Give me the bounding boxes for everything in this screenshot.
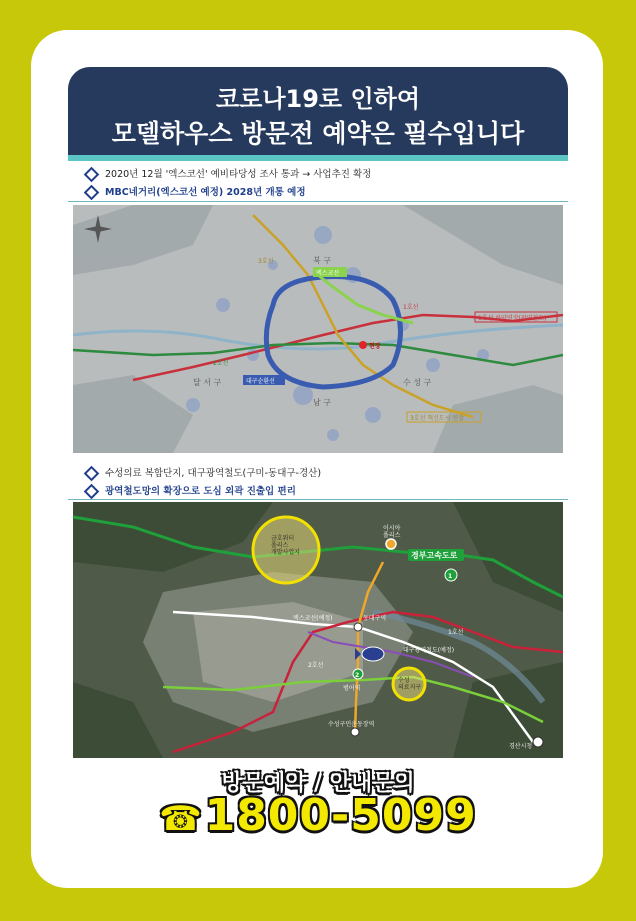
diamond-bullet-icon: [84, 484, 100, 500]
bullet-rail-expansion: 광역철도망의 확장으로 도심 외곽 진출입 편리: [86, 483, 296, 497]
map1-label-line1ext: 1호선 하양연장(광역철도): [478, 315, 547, 322]
bullet-exco-approval: 2020년 12월 '엑스코선' 예비타당성 조사 통과 → 사업추진 확정: [86, 166, 371, 180]
teal-divider: [68, 155, 568, 161]
section-rule: [68, 201, 568, 202]
map1-label-site: 현장: [369, 343, 381, 350]
map2-label-beomeo: 범어역: [343, 685, 361, 692]
map1-label-buk: 북 구: [313, 256, 331, 265]
map1-label-line2: 2호선: [213, 360, 229, 367]
map1-label-line3: 3호선: [258, 258, 274, 265]
bullet-mbc-opening: MBC네거리(엑스코선 예정) 2028년 개통 예정: [86, 184, 306, 198]
map2-label-regional: 대구광역철도(예정): [403, 647, 455, 654]
map1-label-line3ext: 3호선 혁신도시 연장: [410, 415, 465, 422]
diamond-bullet-icon: [84, 167, 100, 183]
map1-label-dalseo: 달 서 구: [193, 378, 222, 387]
map2-label-exco: 엑스코선(예정): [293, 615, 333, 622]
map2-label-num2: 2: [355, 672, 360, 679]
map2-label-isia: 이시아 폴리스: [383, 525, 401, 539]
phone-number[interactable]: [0, 790, 636, 841]
map1-label-excoline: 엑스코선: [316, 270, 340, 277]
map1-label-line1: 1호선: [403, 304, 419, 311]
diamond-bullet-icon: [84, 466, 100, 482]
section-rule: [68, 499, 568, 500]
map2-label-num1: 1: [448, 573, 453, 580]
map2-label-medical: 수성 의료지구: [398, 677, 422, 691]
map2-label-geumho: 금호워터 폴리스 개발사업지: [271, 535, 300, 556]
map1-label-loop: 대구순환선: [246, 378, 275, 385]
map2-label-expressway: 경부고속도로: [411, 551, 458, 560]
diamond-bullet-icon: [84, 185, 100, 201]
map2-label-line1: 1호선: [448, 629, 464, 636]
map1-label-nam: 남 구: [313, 398, 331, 407]
aerial-route-map: [73, 502, 563, 758]
headline-line-1: 코로나19로 인하여: [215, 85, 421, 113]
headline-banner: [68, 67, 568, 155]
map2-label-dongdaegu: 동대구역: [363, 615, 387, 622]
map1-label-suseong: 수 성 구: [403, 378, 432, 387]
map2-label-line2: 2호선: [308, 662, 324, 669]
headline-line-2: 모델하우스 방문전 예약은 필수입니다: [111, 119, 525, 148]
daegu-transit-map: [73, 205, 563, 453]
map2-label-gyeongsan: 경산시청: [509, 743, 533, 750]
bullet-medical-complex: 수성의료 복합단지, 대구광역철도(구미-동대구-경산): [86, 465, 321, 479]
contact-label: 방문예약 / 안내문의: [221, 771, 415, 796]
map2-label-suseong-park: 수성구민운동장역: [328, 721, 375, 728]
telephone-icon: ☎: [159, 799, 203, 839]
phone-digits: 1800-5099: [204, 790, 477, 841]
